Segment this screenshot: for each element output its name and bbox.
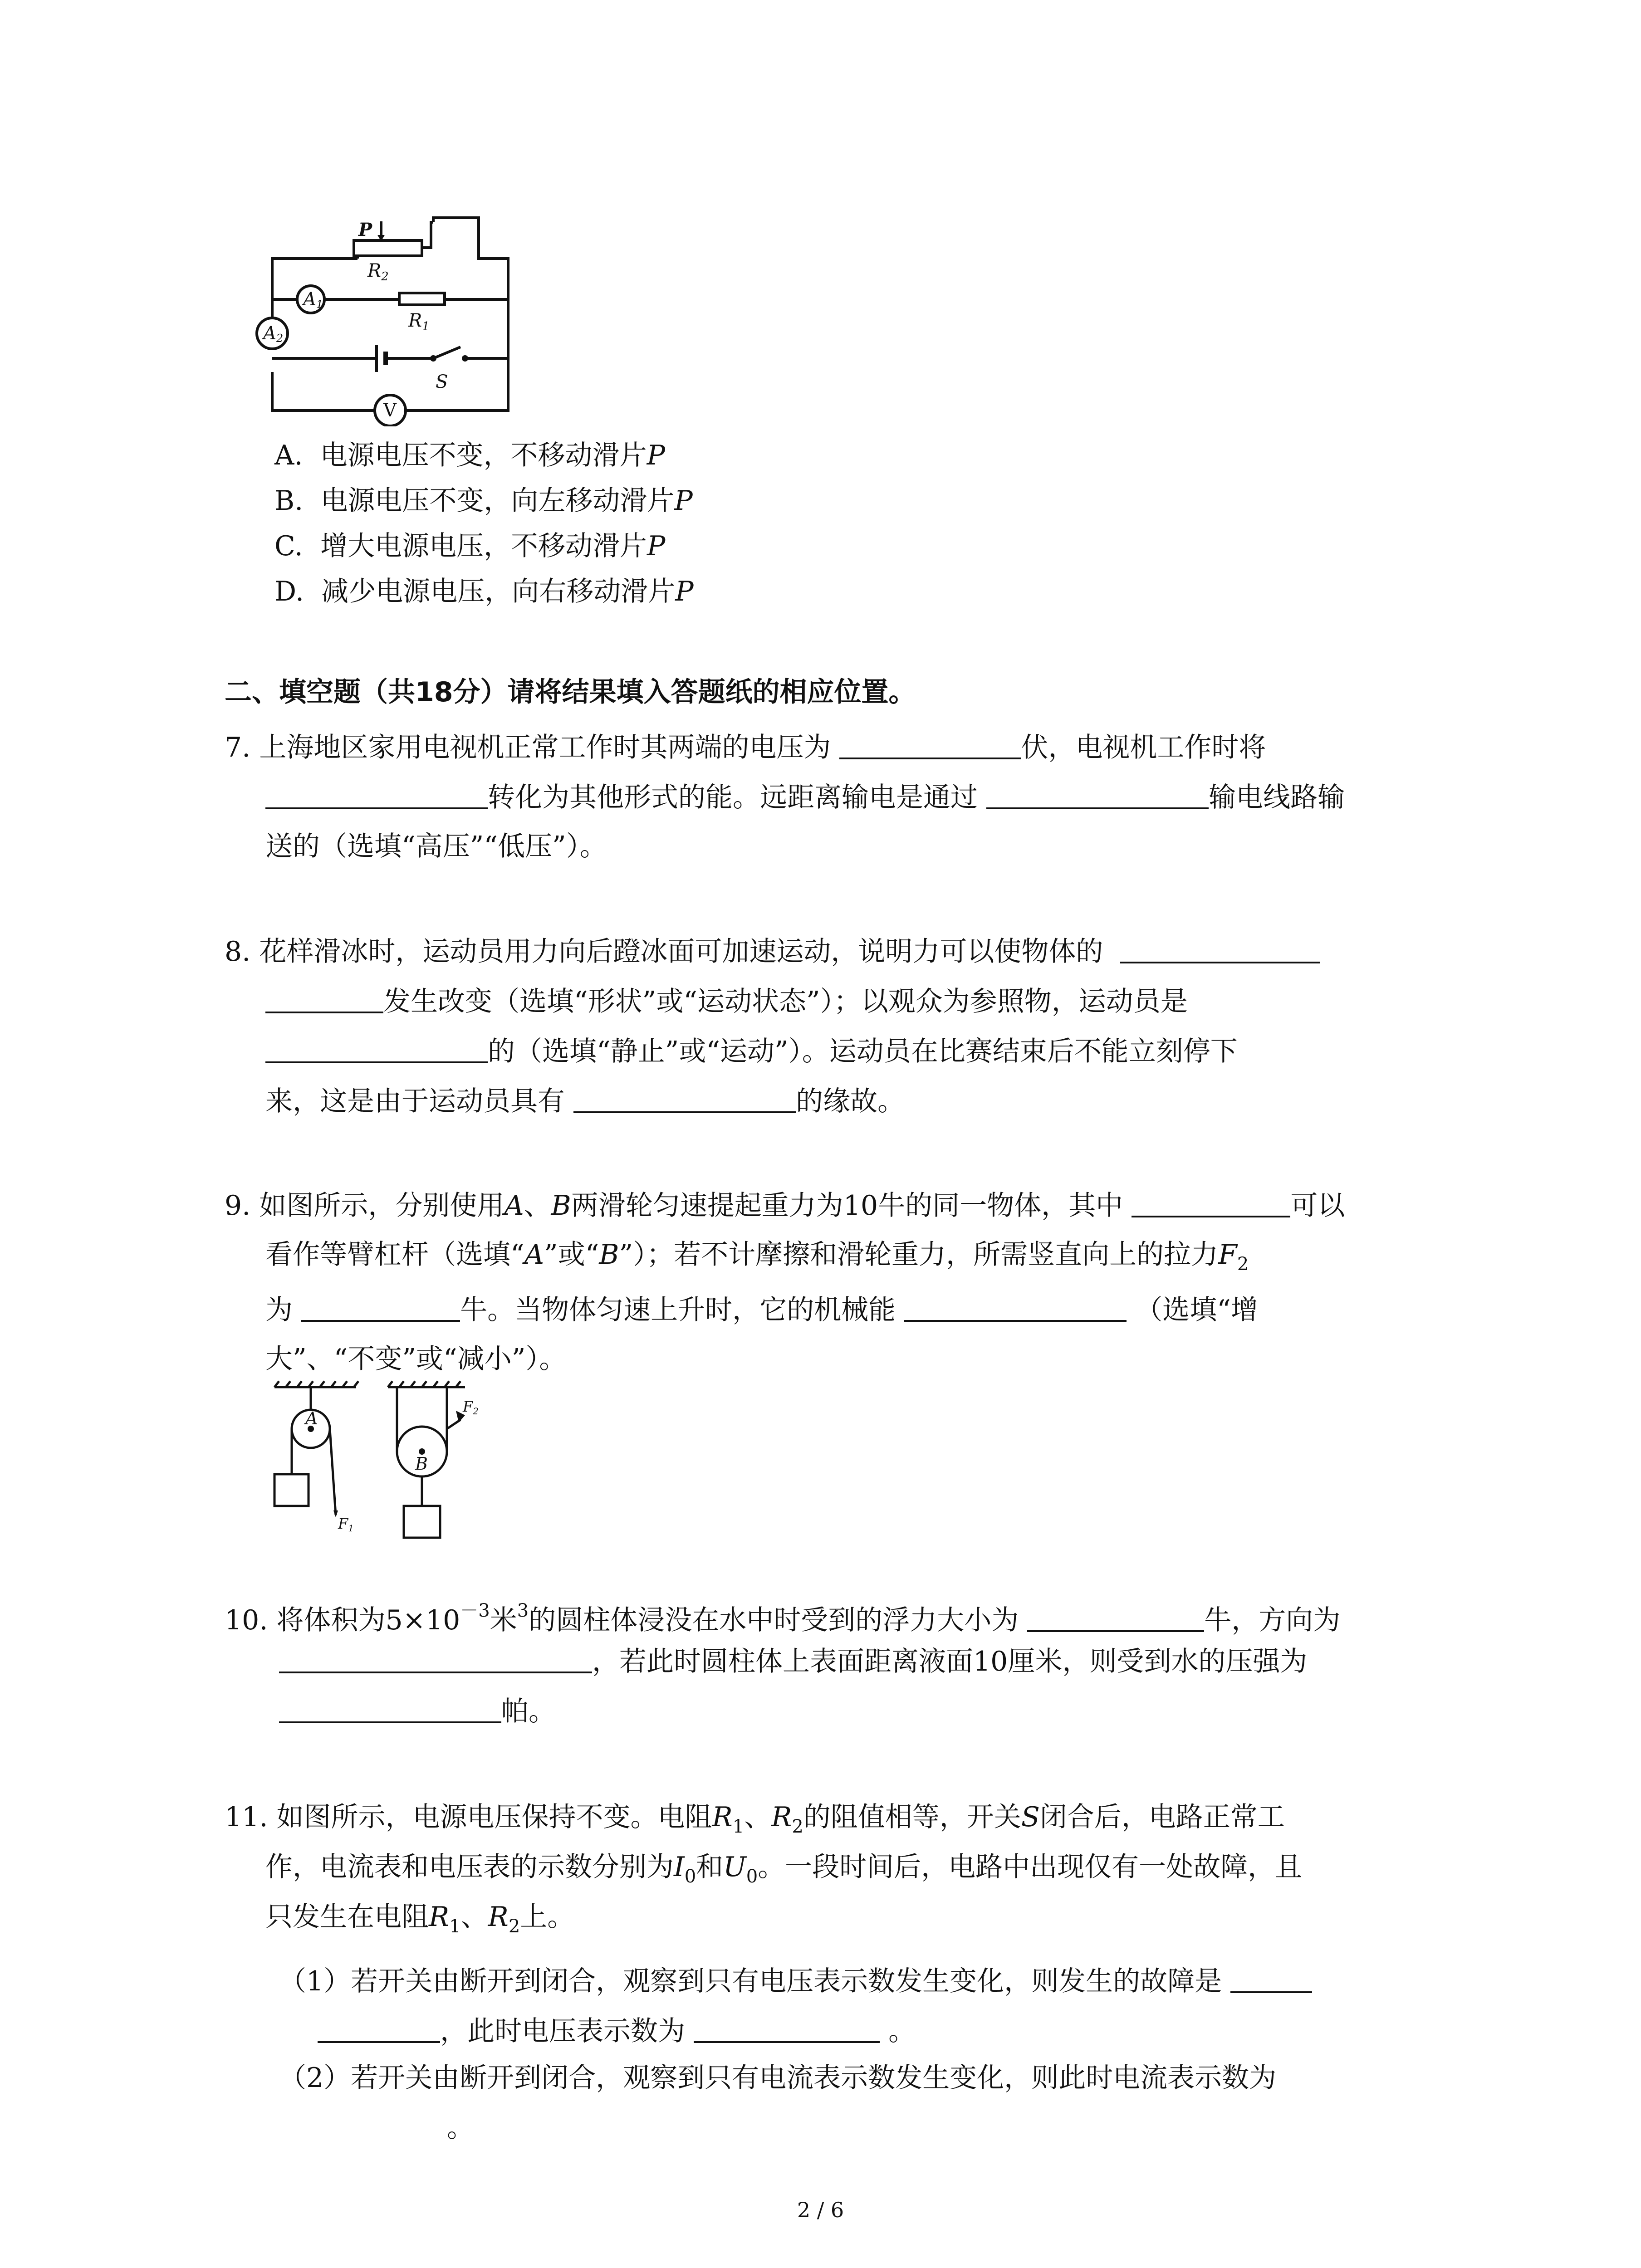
circuit-diagram xyxy=(254,213,526,426)
q11-line-3: 只发生在电阻$R_1$、$R_2$上。 xyxy=(265,1901,575,1937)
q11-part-1-line-1: （1）若开关由断开到闭合，观察到只有电压表示数发生变化，则发生的故障是 xyxy=(279,1964,1312,1998)
label-a2: A2 xyxy=(263,323,284,345)
q9-blank-1[interactable] xyxy=(1132,1188,1290,1217)
q8-line-4: 来，这是由于运动员具有 的缘故。 xyxy=(265,1084,905,1118)
q11-part-2-line-2: 。 xyxy=(447,2112,474,2144)
force-f1-label: F1 xyxy=(338,1515,354,1534)
q8-line-2: 发生改变（选填“形状”或“运动状态”）；以观众为参照物，运动员是 xyxy=(265,984,1188,1018)
label-s: S xyxy=(436,371,448,392)
label-p: P xyxy=(358,219,372,240)
q9-line-3: 为 牛。当物体匀速上升时，它的机械能 （选填“增 xyxy=(265,1293,1258,1326)
q9-line-2: 看作等臂杠杆（选填“A”或“B”）；若不计摩擦和滑轮重力，所需竖直向上的拉力$F_2$ xyxy=(265,1239,1249,1275)
q11-line-1: 11. 如图所示，电源电压保持不变。电阻$R_1$、$R_2$的阻值相等，开关S闭合后，电路正常工 xyxy=(225,1801,1285,1837)
q11-blank-1-cont[interactable] xyxy=(318,2014,440,2043)
q8-blank-2[interactable] xyxy=(265,1034,488,1063)
q8-line-3: 的（选填“静止”或“运动”）。运动员在比赛结束后不能立刻停下 xyxy=(265,1034,1238,1068)
q11-part-2-line-1: （2）若开关由断开到闭合，观察到只有电流表示数发生变化，则此时电流表示数为 xyxy=(279,2062,1277,2094)
page-number: 2 / 6 xyxy=(797,2198,844,2222)
pulley-b-label: B xyxy=(415,1454,428,1474)
q11-line-2: 作，电流表和电压表的示数分别为$I_0$和$U_0$。一段时间后，电路中出现仅有一处故障，且 xyxy=(265,1851,1303,1887)
force-f2-label: F2 xyxy=(463,1398,479,1417)
q8-blank-1[interactable] xyxy=(1120,934,1320,963)
option-d: D. 减少电源电压，向右移动滑片P xyxy=(274,576,694,607)
section-title: 二、填空题（共18分）请将结果填入答题纸的相应位置。 xyxy=(225,676,916,708)
q9-line-4: 大”、“不变”或“减小”）。 xyxy=(265,1343,567,1375)
q7-line-2: 转化为其他形式的能。远距离输电是通过 输电线路输 xyxy=(265,780,1345,814)
q9-line-1: 9. 如图所示，分别使用A、B两滑轮匀速提起重力为10牛的同一物体，其中 可以 xyxy=(225,1188,1345,1222)
q7-blank-2[interactable] xyxy=(265,780,488,809)
q7-blank-3[interactable] xyxy=(986,780,1209,809)
pulley-a-label: A xyxy=(305,1408,318,1428)
option-a: A. 电源电压不变，不移动滑片P xyxy=(274,440,665,471)
q9-blank-2[interactable] xyxy=(301,1293,460,1322)
q7-line-3: 送的（选填“高压”“低压”）。 xyxy=(265,831,607,862)
q10-line-1: 10. 将体积为$5\times 10^{-3}$米$^3$的圆柱体浸没在水中时受到的浮力大小为 牛，方向为 xyxy=(225,1600,1341,1636)
label-a1: A1 xyxy=(303,289,323,311)
q11-part-1-line-2: ，此时电压表示数为 。 xyxy=(318,2014,916,2048)
q8-blank-3[interactable] xyxy=(573,1084,796,1113)
q11-blank-2[interactable] xyxy=(694,2014,880,2043)
q10-line-2: ，若此时圆柱体上表面距离液面10厘米，则受到水的压强为 xyxy=(279,1644,1307,1678)
q8-line-1: 8. 花样滑冰时，运动员用力向后蹬冰面可加速运动，说明力可以使物体的 xyxy=(225,934,1320,968)
q10-blank-3[interactable] xyxy=(279,1694,501,1723)
label-r1: $R_1$ xyxy=(408,310,430,333)
q8-blank-1-cont[interactable] xyxy=(265,984,383,1013)
q10-line-3: 帕。 xyxy=(279,1694,556,1728)
q7-blank-1[interactable] xyxy=(839,730,1021,759)
q9-blank-3[interactable] xyxy=(904,1293,1127,1322)
q10-blank-2[interactable] xyxy=(279,1644,592,1673)
label-v: V xyxy=(383,400,397,421)
label-r2: $R_2$ xyxy=(367,260,389,284)
pulley-diagram xyxy=(265,1379,519,1547)
option-b: B. 电源电压不变，向左移动滑片P xyxy=(274,485,693,517)
q7-line-1: 7. 上海地区家用电视机正常工作时其两端的电压为 伏，电视机工作时将 xyxy=(225,730,1266,764)
option-c: C. 增大电源电压，不移动滑片P xyxy=(274,530,666,562)
q10-blank-1[interactable] xyxy=(1027,1603,1204,1632)
q11-blank-1[interactable] xyxy=(1230,1964,1312,1993)
